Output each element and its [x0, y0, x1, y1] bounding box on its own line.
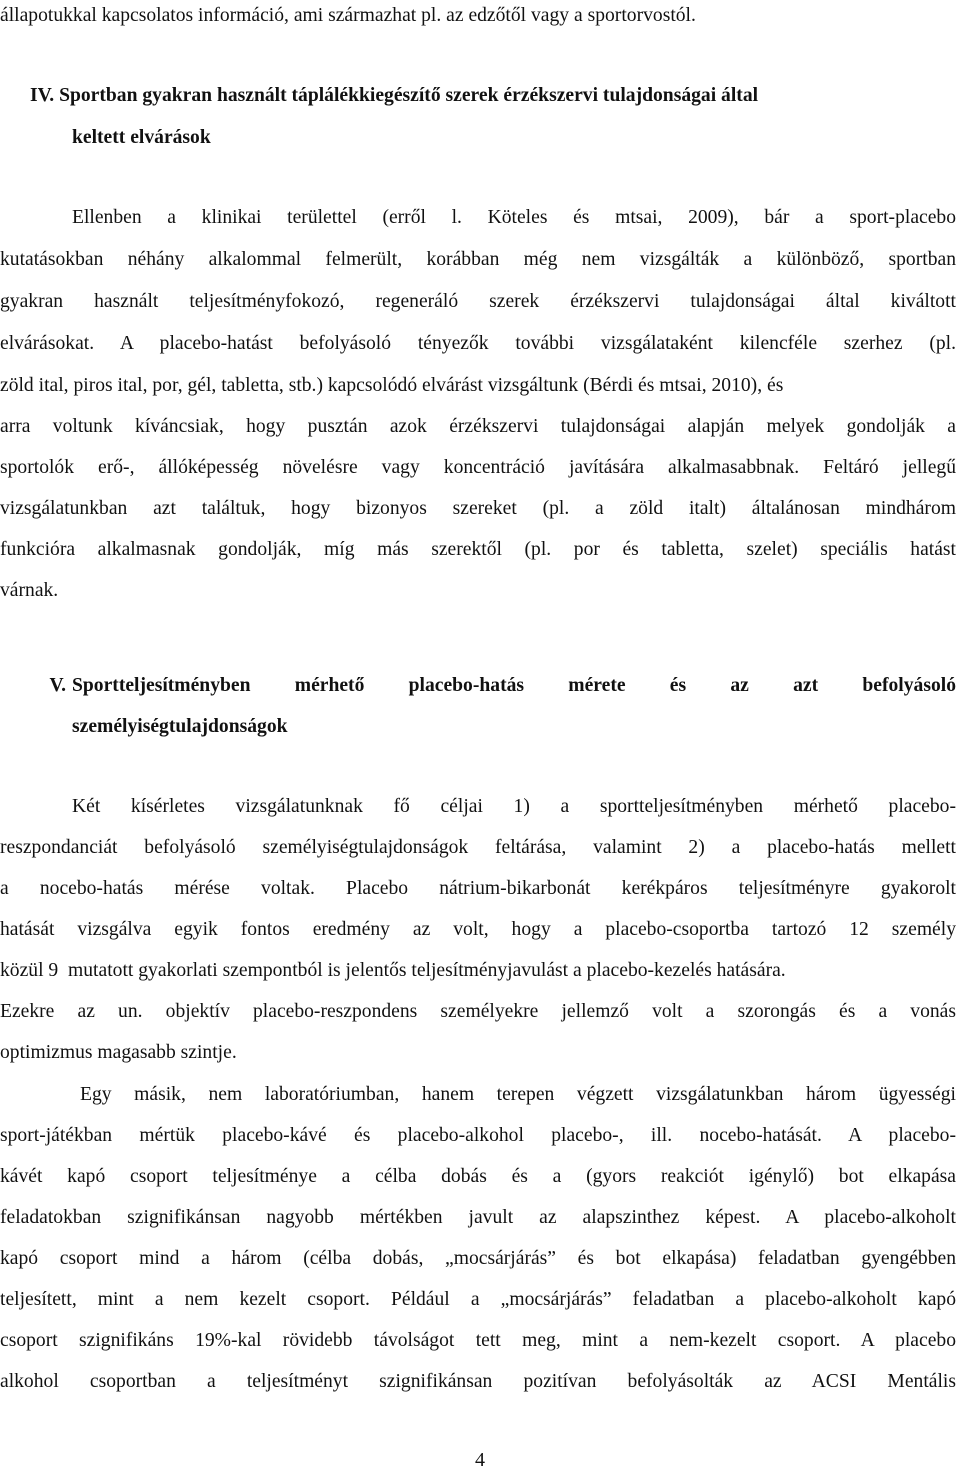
intro-line: állapotukkal kapcsolatos információ, ami származhat pl. az edzőtől vagy a sportorvostól.: [0, 5, 696, 26]
paragraph-line: közül 9 mutatott gyakorlati szempontból is jelentős teljesítményjavulást a placebo-kezelés hatására.: [0, 960, 786, 981]
paragraph-line: Ellenben a klinikai területtel (erről l. Köteles és mtsai, 2009), bár a sport-placebo: [72, 207, 956, 228]
paragraph-line: teljesített, mint a nem kezelt csoport. Például a „mocsárjárás” feladatban a placebo-alkoholt kapó: [0, 1289, 956, 1310]
paragraph-line: Ezekre az un. objektív placebo-reszpondens személyekre jellemző volt a szorongás és a vonás: [0, 1001, 956, 1022]
section-4-title-line1: Sportban gyakran használt táplálékkiegészítő szerek érzékszervi tulajdonságai által: [59, 85, 759, 106]
paragraph-line: elvárásokat. A placebo-hatást befolyásoló tényezők további vizsgálataként kilencféle szerhez (pl.: [0, 333, 956, 354]
paragraph-line: hatását vizsgálva egyik fontos eredmény az volt, hogy a placebo-csoportba tartozó 12 személy: [0, 919, 956, 940]
paragraph-line: arra voltunk kíváncsiak, hogy pusztán azok érzékszervi tulajdonságai alapján melyek gondolják a: [0, 416, 956, 437]
paragraph-line: sport-játékban mértük placebo-kávé és placebo-alkohol placebo-, ill. nocebo-hatását. A placebo-: [0, 1125, 956, 1146]
paragraph-line: optimizmus magasabb szintje.: [0, 1042, 237, 1063]
section-5-number: V.: [49, 675, 66, 696]
section-4-number: IV.: [30, 85, 55, 106]
paragraph-line: zöld ital, piros ital, por, gél, tabletta, stb.) kapcsolódó elvárást vizsgáltunk (Bérdi és mtsai, 2010), és: [0, 375, 784, 396]
paragraph-line: kutatásokban néhány alkalommal felmerült, korábban még nem vizsgálták a különböző, sportban: [0, 249, 956, 270]
paragraph-line: gyakran használt teljesítményfokozó, regeneráló szerek érzékszervi tulajdonságai által kiváltott: [0, 291, 956, 312]
paragraph-line: várnak.: [0, 580, 59, 601]
paragraph-line: Egy másik, nem laboratóriumban, hanem terepen végzett vizsgálatunkban három ügyességi: [80, 1084, 956, 1105]
paragraph-line: alkohol csoportban a teljesítményt szignifikánsan pozitívan befolyásolták az ACSI Mentális: [0, 1371, 956, 1392]
paragraph-line: csoport szignifikáns 19%-kal rövidebb távolságot tett meg, mint a nem-kezelt csoport. A placebo: [0, 1330, 956, 1351]
section-4-heading-line1: [30, 82, 956, 110]
page-number: 4: [475, 1449, 485, 1471]
paragraph-line: sportolók erő-, állóképesség növelésre vagy koncentráció javítására alkalmasabbnak. Feltáró jellegű: [0, 457, 956, 478]
paragraph-line: kávét kapó csoport teljesítménye a célba dobás és a (gyors reakciót igénylő) bot elkapása: [0, 1166, 956, 1187]
paragraph-line: Két kísérletes vizsgálatunknak fő céljai 1) a sportteljesítményben mérhető placebo-: [72, 796, 956, 817]
paragraph-line: kapó csoport mind a három (célba dobás, „mocsárjárás” és bot elkapása) feladatban gyengébben: [0, 1248, 956, 1269]
section-5-title-line2: személyiségtulajdonságok: [72, 716, 288, 737]
paragraph-line: vizsgálatunkban azt találtuk, hogy bizonyos szereket (pl. a zöld italt) általánosan mindhárom: [0, 498, 956, 519]
section-4-title-line2: keltett elvárások: [72, 127, 211, 148]
section-5-title-line1: Sportteljesítményben mérhető placebo-hatás mérete és az azt befolyásoló: [72, 675, 956, 696]
paragraph-line: reszpondanciát befolyásoló személyiségtulajdonságok feltárása, valamint 2) a placebo-hatás mellett: [0, 837, 956, 858]
paragraph-line: funkcióra alkalmasnak gondolják, míg más szerektől (pl. por és tabletta, szelet) speciális hatást: [0, 539, 956, 560]
paragraph-line: a nocebo-hatás mérése voltak. Placebo nátrium-bikarbonát kerékpáros teljesítményre gyakorolt: [0, 878, 956, 899]
paragraph-line: feladatokban szignifikánsan nagyobb mértékben javult az alapszinthez képest. A placebo-alkoholt: [0, 1207, 956, 1228]
